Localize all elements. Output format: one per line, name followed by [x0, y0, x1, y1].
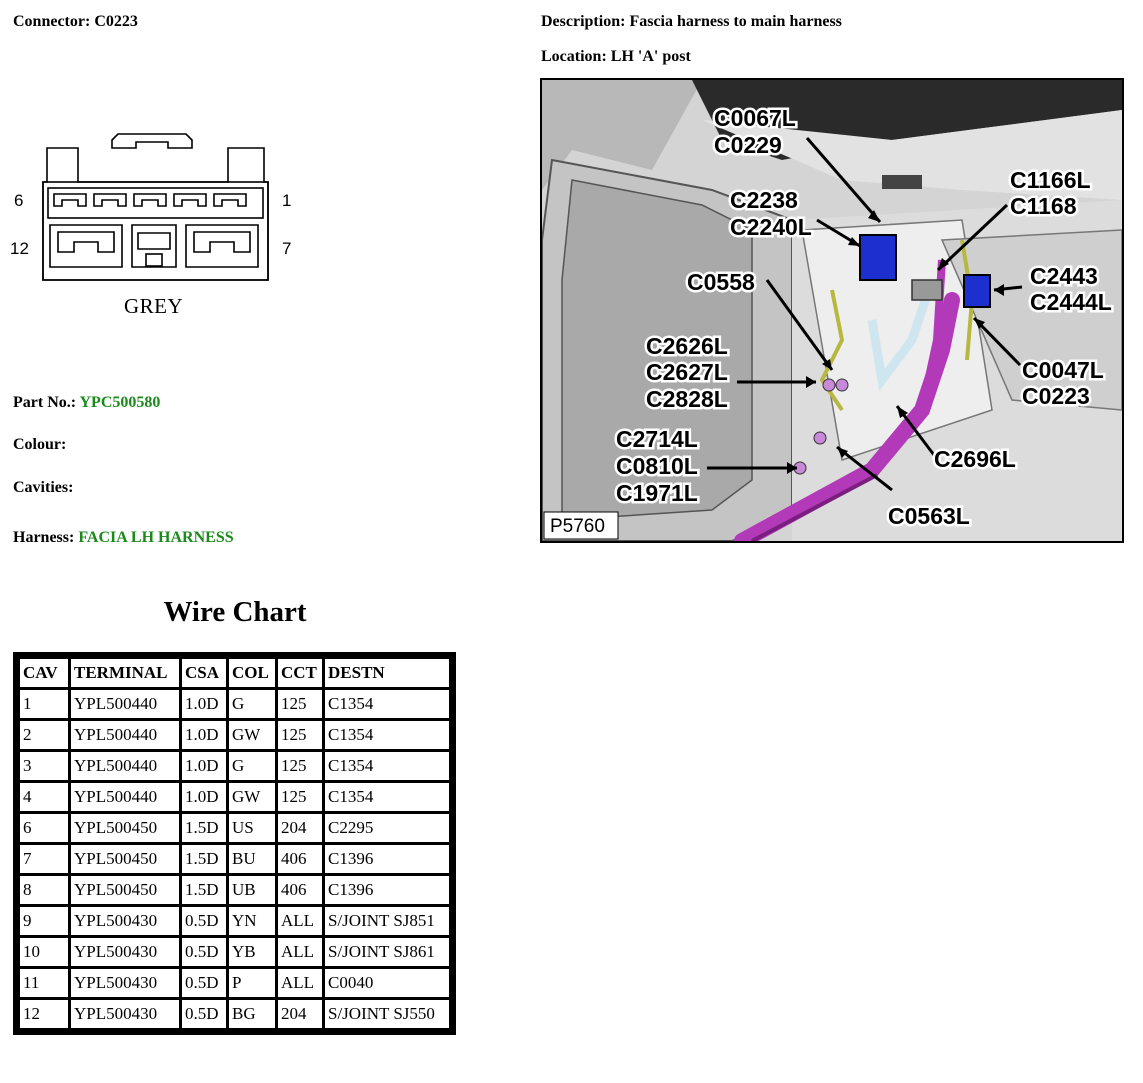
table-row [20, 938, 449, 966]
cell-destn: C1396 [325, 876, 449, 904]
cell-col: BU [229, 845, 275, 873]
cell-csa: 0.5D [182, 907, 226, 935]
cell-cav: 3 [20, 752, 68, 780]
callout-c2240l: C2240L [730, 214, 812, 240]
colour-label: Colour: [13, 436, 67, 453]
table-row [20, 783, 449, 811]
header-destn: DESTN [325, 659, 449, 687]
callout-c2696l: C2696L [934, 446, 1016, 472]
pin-12-label: 12 [10, 239, 29, 258]
cell-cav: 9 [20, 907, 68, 935]
cell-csa: 1.0D [182, 752, 226, 780]
location-line [541, 48, 691, 66]
connector-face-diagram [10, 130, 300, 290]
callout-c1166l: C1166L [1010, 167, 1091, 193]
cell-terminal: YPL500450 [71, 814, 179, 842]
cell-csa: 0.5D [182, 969, 226, 997]
location-label: Location: [541, 48, 607, 65]
cell-cct: 204 [278, 1000, 322, 1028]
cell-terminal: YPL500450 [71, 845, 179, 873]
callout-c2627l: C2627L [646, 359, 728, 385]
table-row [20, 721, 449, 749]
diagram-colour-label: GREY [124, 294, 184, 318]
pin-6-label: 6 [14, 191, 24, 210]
harness-label: Harness: [13, 529, 75, 546]
callout-c2828l: C2828L [646, 386, 728, 412]
cell-terminal: YPL500440 [71, 783, 179, 811]
part-no-value: YPC500580 [79, 394, 161, 411]
table-row [20, 1000, 449, 1028]
cell-destn: S/JOINT SJ861 [325, 938, 449, 966]
table-row [20, 690, 449, 718]
table-row [20, 969, 449, 997]
cell-cct: 406 [278, 876, 322, 904]
table-row [20, 907, 449, 935]
callout-c0563l: C0563L [888, 503, 970, 529]
cell-cav: 8 [20, 876, 68, 904]
callout-c0229: C0229 [714, 132, 782, 158]
callout-c2238: C2238 [730, 187, 798, 213]
cell-terminal: YPL500450 [71, 876, 179, 904]
cell-col: G [229, 752, 275, 780]
header-col: COL [229, 659, 275, 687]
cell-csa: 1.5D [182, 845, 226, 873]
cavities-line [13, 479, 73, 497]
cell-cct: 125 [278, 721, 322, 749]
location-value: LH 'A' post [610, 48, 691, 65]
cell-cct: ALL [278, 938, 322, 966]
cell-cav: 10 [20, 938, 68, 966]
cell-terminal: YPL500440 [71, 752, 179, 780]
table-row [20, 845, 449, 873]
cell-csa: 1.0D [182, 690, 226, 718]
cell-col: GW [229, 783, 275, 811]
callout-c2714l: C2714L [616, 426, 698, 452]
cell-col: UB [229, 876, 275, 904]
callout-c2626l: C2626L [646, 333, 728, 359]
cell-csa: 1.0D [182, 783, 226, 811]
cell-terminal: YPL500430 [71, 1000, 179, 1028]
callout-c0223: C0223 [1022, 383, 1090, 409]
table-row [20, 876, 449, 904]
wire-chart-table [13, 652, 456, 1035]
cell-cct: 204 [278, 814, 322, 842]
cell-csa: 1.5D [182, 814, 226, 842]
harness-value: FACIA LH HARNESS [78, 529, 234, 546]
cell-csa: 1.5D [182, 876, 226, 904]
cell-cav: 6 [20, 814, 68, 842]
table-row [20, 752, 449, 780]
callout-c1971l: C1971L [616, 480, 698, 506]
cell-csa: 0.5D [182, 1000, 226, 1028]
cell-csa: 0.5D [182, 938, 226, 966]
wire-chart-title: Wire Chart [163, 596, 307, 628]
cell-csa: 1.0D [182, 721, 226, 749]
table-row [20, 814, 449, 842]
cell-cct: 406 [278, 845, 322, 873]
cell-destn: C2295 [325, 814, 449, 842]
location-photo-drawing [542, 80, 1122, 541]
cell-destn: C1354 [325, 690, 449, 718]
cell-destn: C1354 [325, 752, 449, 780]
cell-col: YB [229, 938, 275, 966]
cell-terminal: YPL500430 [71, 907, 179, 935]
cell-destn: C0040 [325, 969, 449, 997]
cell-col: P [229, 969, 275, 997]
connector-value: C0223 [94, 13, 138, 30]
cell-col: BG [229, 1000, 275, 1028]
cavities-label: Cavities: [13, 479, 74, 496]
cell-col: GW [229, 721, 275, 749]
location-photo [540, 78, 1124, 543]
cell-destn: C1354 [325, 721, 449, 749]
cell-cct: 125 [278, 752, 322, 780]
cell-col: G [229, 690, 275, 718]
cell-cct: ALL [278, 969, 322, 997]
cell-cav: 12 [20, 1000, 68, 1028]
cell-cav: 2 [20, 721, 68, 749]
cell-destn: C1354 [325, 783, 449, 811]
header-cct: CCT [278, 659, 322, 687]
cell-cct: 125 [278, 690, 322, 718]
cell-cav: 11 [20, 969, 68, 997]
cell-terminal: YPL500440 [71, 690, 179, 718]
callout-c0047l: C0047L [1022, 357, 1104, 383]
part-no-line [13, 394, 160, 412]
header-terminal: TERMINAL [71, 659, 179, 687]
pin-1-label: 1 [282, 191, 292, 210]
callout-c2444l: C2444L [1030, 289, 1112, 315]
callout-c0810l: C0810L [616, 453, 698, 479]
callout-c2443: C2443 [1030, 263, 1098, 289]
connector-label: Connector: [13, 13, 91, 30]
callout-c1168: C1168 [1010, 193, 1077, 219]
colour-line [13, 436, 66, 454]
header-csa: CSA [182, 659, 226, 687]
connector-line [13, 13, 138, 31]
cell-cav: 1 [20, 690, 68, 718]
cell-cct: 125 [278, 783, 322, 811]
photo-reference-label: P5760 [550, 516, 605, 537]
pin-7-label: 7 [282, 239, 292, 258]
cell-destn: C1396 [325, 845, 449, 873]
table-header-row [20, 659, 449, 687]
cell-terminal: YPL500440 [71, 721, 179, 749]
cell-cav: 4 [20, 783, 68, 811]
callout-c0558: C0558 [687, 269, 755, 295]
callout-c0067l: C0067L [714, 105, 796, 131]
cell-col: US [229, 814, 275, 842]
cell-cct: ALL [278, 907, 322, 935]
cell-destn: S/JOINT SJ550 [325, 1000, 449, 1028]
description-label: Description: [541, 13, 626, 30]
description-value: Fascia harness to main harness [629, 13, 842, 30]
header-cav: CAV [20, 659, 68, 687]
cell-terminal: YPL500430 [71, 938, 179, 966]
cell-destn: S/JOINT SJ851 [325, 907, 449, 935]
cell-col: YN [229, 907, 275, 935]
description-line [541, 13, 842, 31]
cell-terminal: YPL500430 [71, 969, 179, 997]
part-no-label: Part No.: [13, 394, 77, 411]
cell-cav: 7 [20, 845, 68, 873]
harness-line [13, 529, 234, 547]
